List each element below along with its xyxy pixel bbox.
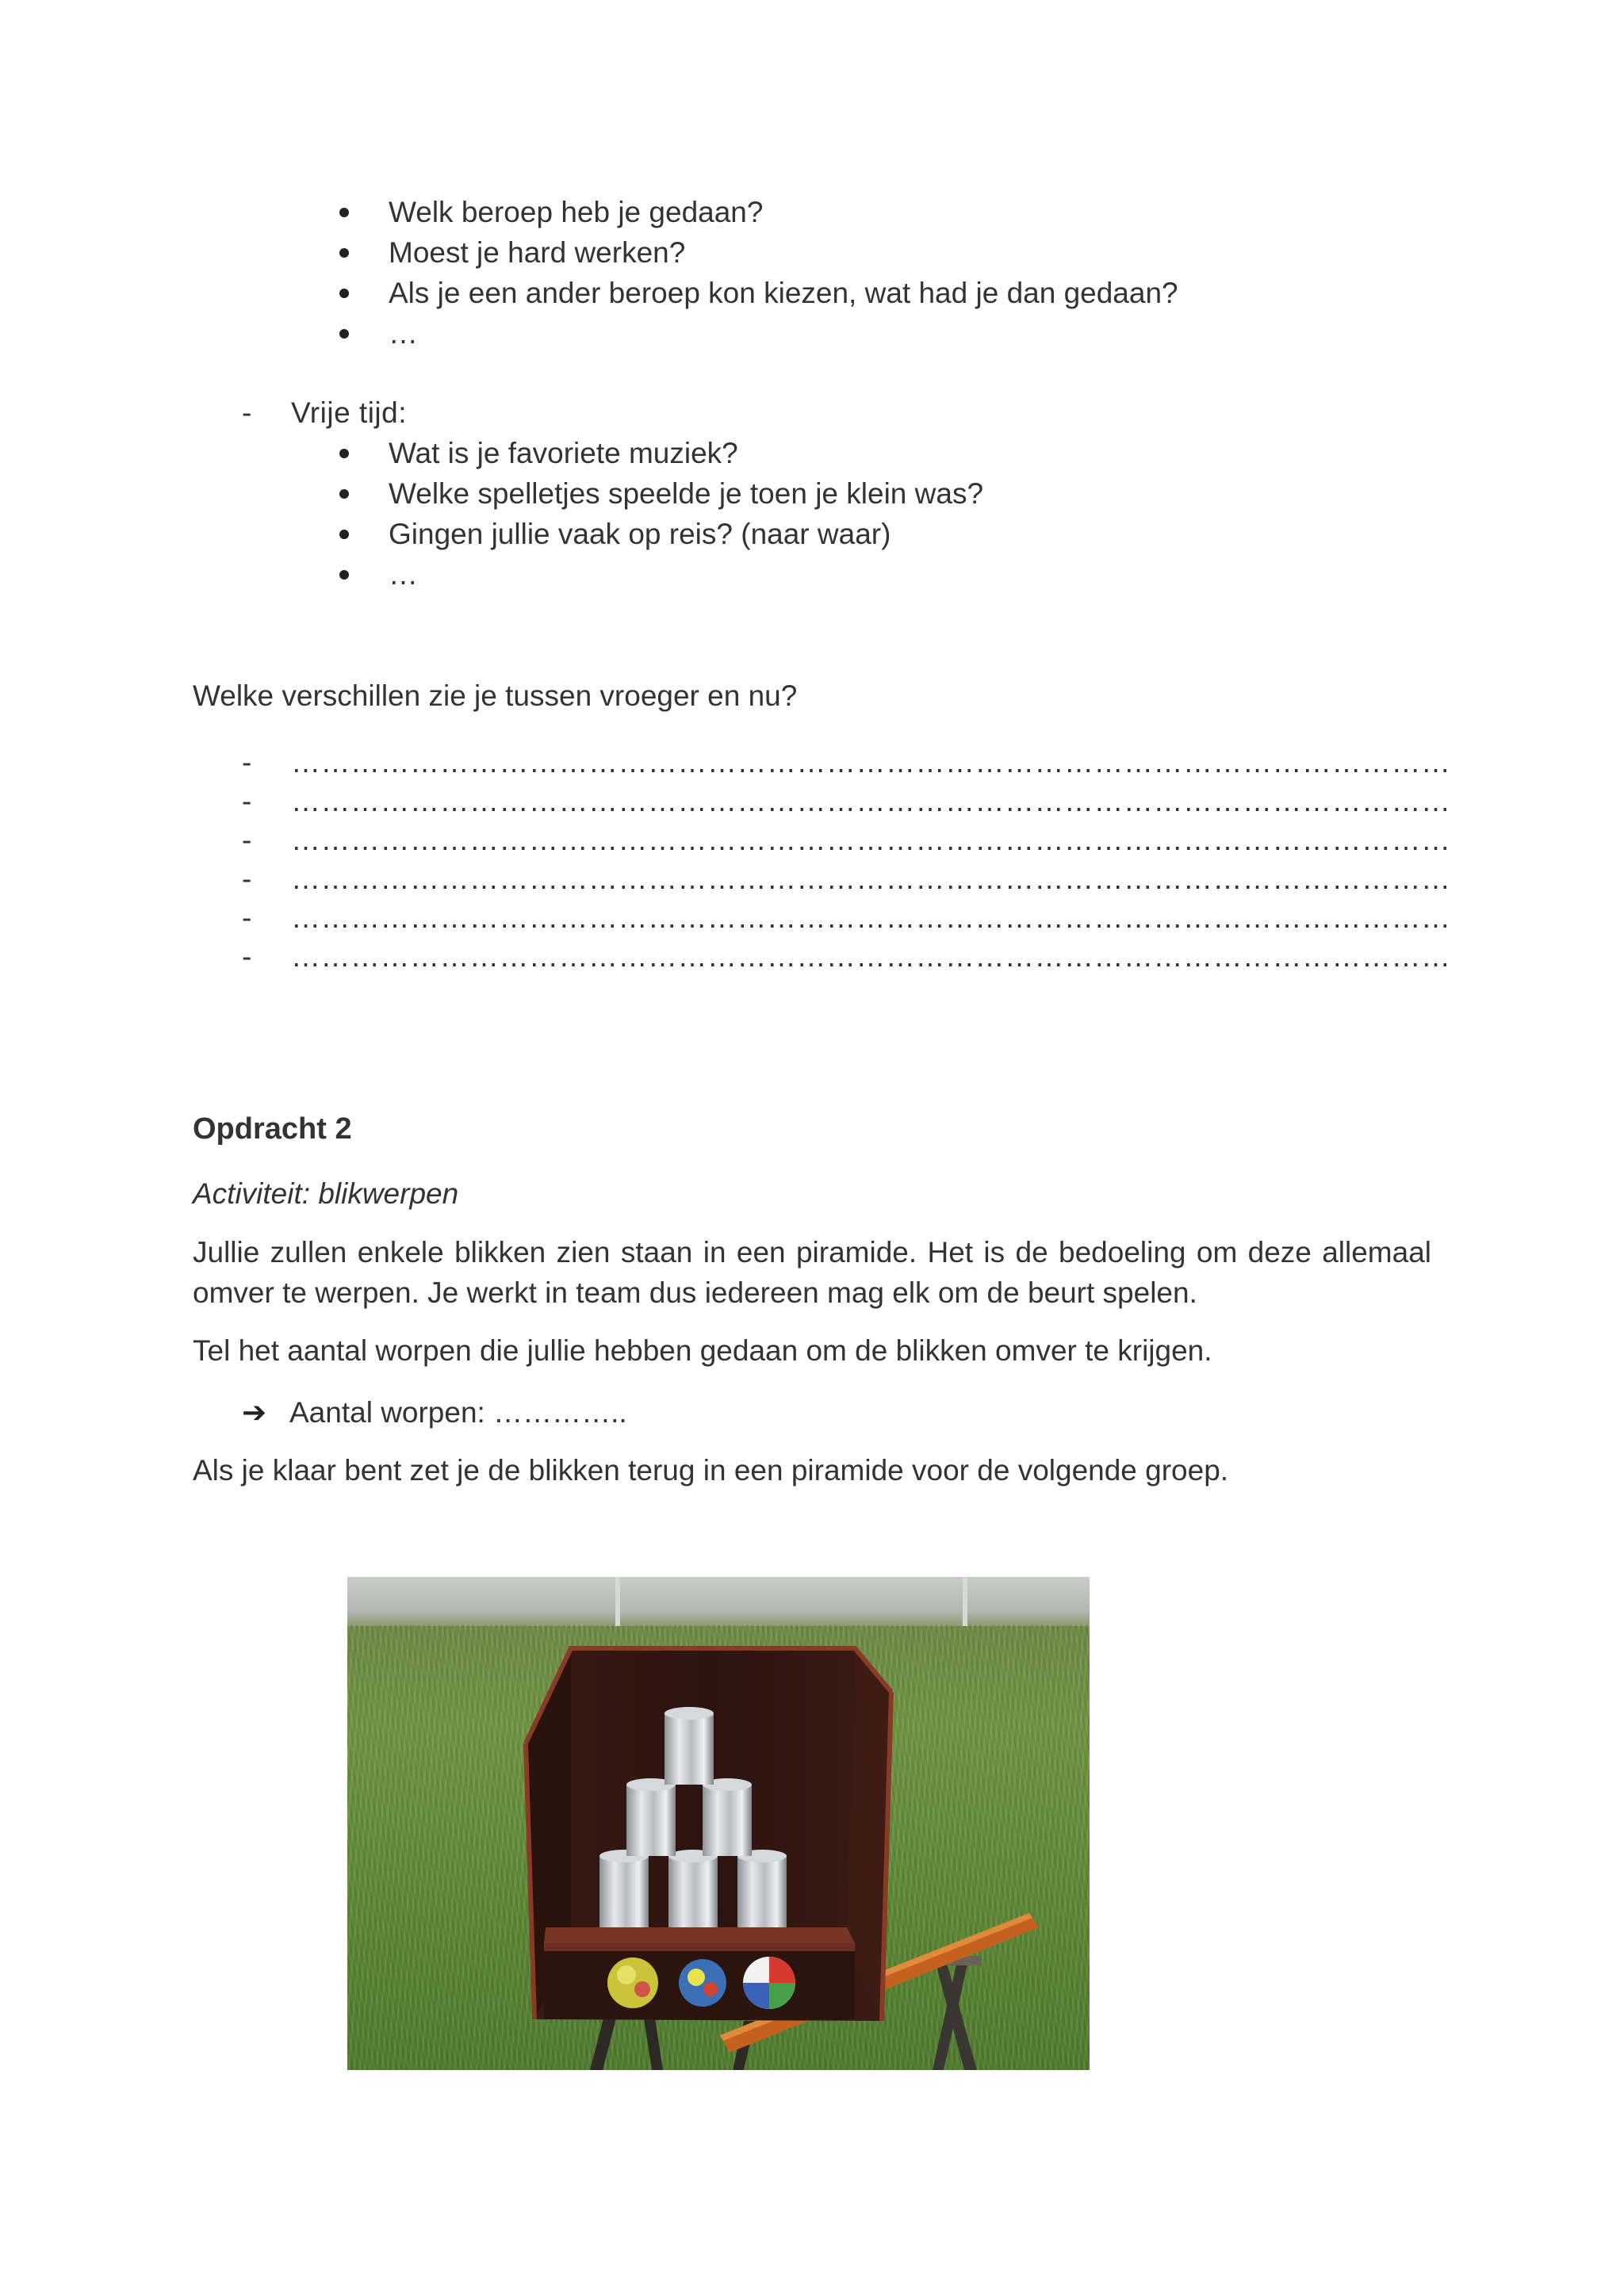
activity-label: Activiteit: blikwerpen bbox=[193, 1177, 459, 1210]
can-pyramid-photo bbox=[347, 1577, 1090, 2070]
document-page: Welk beroep heb je gedaan? Moest je hard werken? Als je een ander beroep kon kiezen, wat had je dan gedaan? … - Vrije tijd: Wat is je favoriete muziek? Welke spelletjes speelde je toen je klein was? Gingen jullie vaak op reis? (naar waar) … Welke verschillen zie je tussen vroeger en nu? - ……………………………………………………………………………………………………… - ……………………………………………………………………………………………………… - ……………………………………………………………………………………………………… - ……………………………………………………………………………………………………… - ……………………………………………………………………………………………………… - ……………………………………………………………………………………………………… Opdracht 2 Activiteit: blikwerpen Jullie zullen enkele blikken zien staan in een piramide. Het is de bedoeling om deze allemaal omver te werpen. Je werkt in team dus iedereen mag elk om de beurt spelen. Tel het aantal worpen die jullie hebben gedaan om de blikken omver te krijgen. ➔ Aantal worpen: ………….. Als je klaar bent zet je de blikken terug in een piramide voor de volgende groep. bbox=[0, 0, 1624, 2296]
bullet-icon bbox=[339, 208, 349, 217]
arrow-right-icon: ➔ bbox=[242, 1396, 267, 1429]
throw-count-line: ➔ Aantal worpen: ………….. bbox=[242, 1394, 627, 1432]
bullet-icon bbox=[339, 570, 349, 580]
section-title: Opdracht 2 bbox=[193, 1112, 352, 1146]
bullet-icon bbox=[339, 289, 349, 298]
differences-question: Welke verschillen zie je tussen vroeger en nu? bbox=[193, 679, 798, 712]
bullet-icon bbox=[339, 248, 349, 258]
list-item: Welke spelletjes speelde je toen je klein was? bbox=[336, 473, 983, 514]
list-item: … bbox=[336, 313, 1178, 354]
free-time-question-list bbox=[336, 433, 983, 595]
balls bbox=[607, 1957, 795, 2009]
list-item: Moest je hard werken? bbox=[336, 232, 1178, 273]
list-item: Wat is je favoriete muziek? bbox=[336, 433, 983, 473]
bullet-icon bbox=[339, 489, 349, 499]
can-box-illustration bbox=[347, 1577, 1090, 2070]
list-item: Welk beroep heb je gedaan? bbox=[336, 192, 1178, 232]
occupation-question-list bbox=[336, 192, 1178, 354]
reset-instruction: Als je klaar bent zet je de blikken terug in een piramide voor de volgende groep. bbox=[193, 1454, 1229, 1487]
list-item: Gingen jullie vaak op reis? (naar waar) bbox=[336, 514, 983, 554]
instruction-paragraph: Jullie zullen enkele blikken zien staan in een piramide. Het is de bedoeling om deze allemaal omver te werpen. Je werkt in team dus iedereen mag elk om de beurt spelen. bbox=[193, 1236, 1431, 1309]
bullet-icon bbox=[339, 449, 349, 458]
bullet-icon bbox=[339, 329, 349, 339]
count-instruction: Tel het aantal worpen die jullie hebben gedaan om de blikken omver te krijgen. bbox=[193, 1334, 1212, 1367]
list-item: … bbox=[336, 554, 983, 595]
bullet-icon bbox=[339, 530, 349, 539]
box-shelf bbox=[544, 1927, 855, 1943]
list-item: Als je een ander beroep kon kiezen, wat had je dan gedaan? bbox=[336, 273, 1178, 313]
